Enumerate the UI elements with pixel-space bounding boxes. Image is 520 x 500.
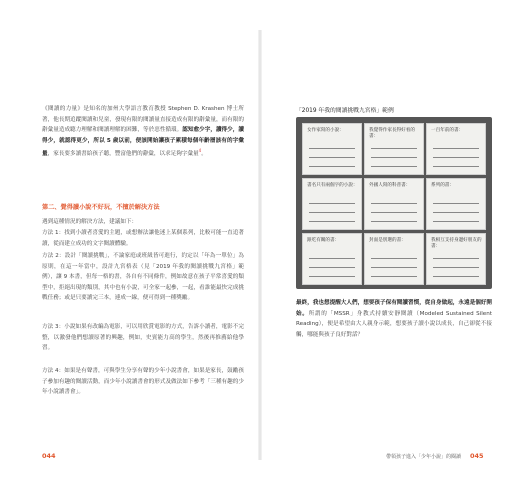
grid-cell-4-label: 書名只有兩個字的小說： [307,183,358,188]
grid-cell-7 [302,233,362,285]
solutions-intro: 遇到這種情況的解決方法，建議如下： [42,219,138,225]
method-2-paragraph: 方法 2：設計「閱讀挑戰」，不論家庭或班級皆可進行，約定以「年為一單位」為原則，在這一年當中，設計九宮格表（見「2019 年我的閱讀挑戰九宮格」範例），讓 9 本書，但每一格的書，各自有不同條件，例如故意在孩子平常喜愛的類型中，拒絕出現的類別，其中也有小說，可全家一起參，一起，看誰能最快完成挑戰任務；或是只要讀完三本，連成一線，便可得到一種獎勵。 [42,253,244,301]
grid-cell-6 [426,178,486,230]
page-number-right: 045 [470,452,484,460]
grid-cell-2-label: 我覺得作家長得好看的書： [369,128,415,139]
closing-bold-text: 最終，我也想提醒大人們，想要孩子保有閱讀習慣，從自身做起，永遠是個好開始。 [296,300,492,317]
intro-tail: 。 [201,150,207,157]
grid-title: 「2019 年我的閱讀挑戰九宮格」範例 [296,108,394,114]
intro-bold-text: 認知愈少字，讀得少，讀得少，就認得更少，所以 5 歲以前，便該開始讓孩子累積每個年齡層該有的字彙量 [42,127,244,157]
method-3-paragraph: 方法 3：小說如果有改編為電影，可以用欣賞電影的方式，告訴小讀者，電影不完整，以激發他們想讀原著的興趣，例如，史賓能力高的學生，然後再推薦給他學習。 [42,324,244,351]
intro-text-1: 《閱讀的力量》是知名的加州大學語言教育教授 Stephen D. Krashen 博士所著，他長期追蹤閱讀和兒童，發現有限的閱讀量直接造成有限的辭彙量，而有限的辭彙量造成聽力理解和閱讀理解的困難，等於惡性循環。 [42,106,244,133]
footnote-marker: 4 [198,148,202,153]
page-number-left: 044 [42,452,56,460]
grid-cell-2 [364,123,424,175]
closing-paragraph [296,298,492,340]
intro-paragraph [42,104,244,159]
grid-cell-7-label: 跟吃有關的書： [307,238,340,243]
grid-cell-8 [364,233,424,285]
closing-text: 所謂的「MSSR」身教式持續安靜閱讀（Modeled Sustained Silent Reading），便是希望由大人親身示範，想要孩子讀小說以成長，自己卻從不接觸，哪能與孩子良好對話？ [296,310,492,338]
grid-cell-8-label: 封面是別選的書： [369,238,406,243]
intro-text-2: ，家長要多讀書給孩子聽，豐富他們的辭彙，以求足夠字彙量 [47,150,199,157]
grid-cell-5-label: 外國人寫的科普書： [369,183,411,188]
running-head: 帶領孩子進入「少年小說」的閱讀 [386,454,462,460]
grid-cell-3 [426,123,486,175]
grid-cell-1-label: 女作家寫的小說： [307,128,344,133]
grid-cell-4 [302,178,362,230]
grid-cell-9 [426,233,486,285]
section-heading: 第二、覺得讀小說不好玩，不擅於解決方法 [42,204,160,211]
grid-cell-5 [364,178,424,230]
method-1-paragraph: 方法 1：找到小讀者喜愛的主題，或想辦法讓他迷上某個系列，比較可能一直追著讀，從而建立成功的文字閱讀體驗。 [42,230,244,247]
grid-cell-6-label: 系列的書： [431,183,454,188]
grid-cell-9-label: 我相互支持身邊好朋友的書： [431,238,482,249]
grid-cell-3-label: 一百年前的書： [431,128,464,133]
method-4-paragraph: 方法 4：如果是有聲書，可與學生分享有聲的少年小說書會，如果是家長，鼓勵孩子參加有趣的閱讀活動，而少年小說讀書會的形式及做法如下參考「三種有趣的少年小說讀書會」。 [42,368,244,395]
reading-challenge-grid [296,117,492,289]
grid-cell-1 [302,123,362,175]
